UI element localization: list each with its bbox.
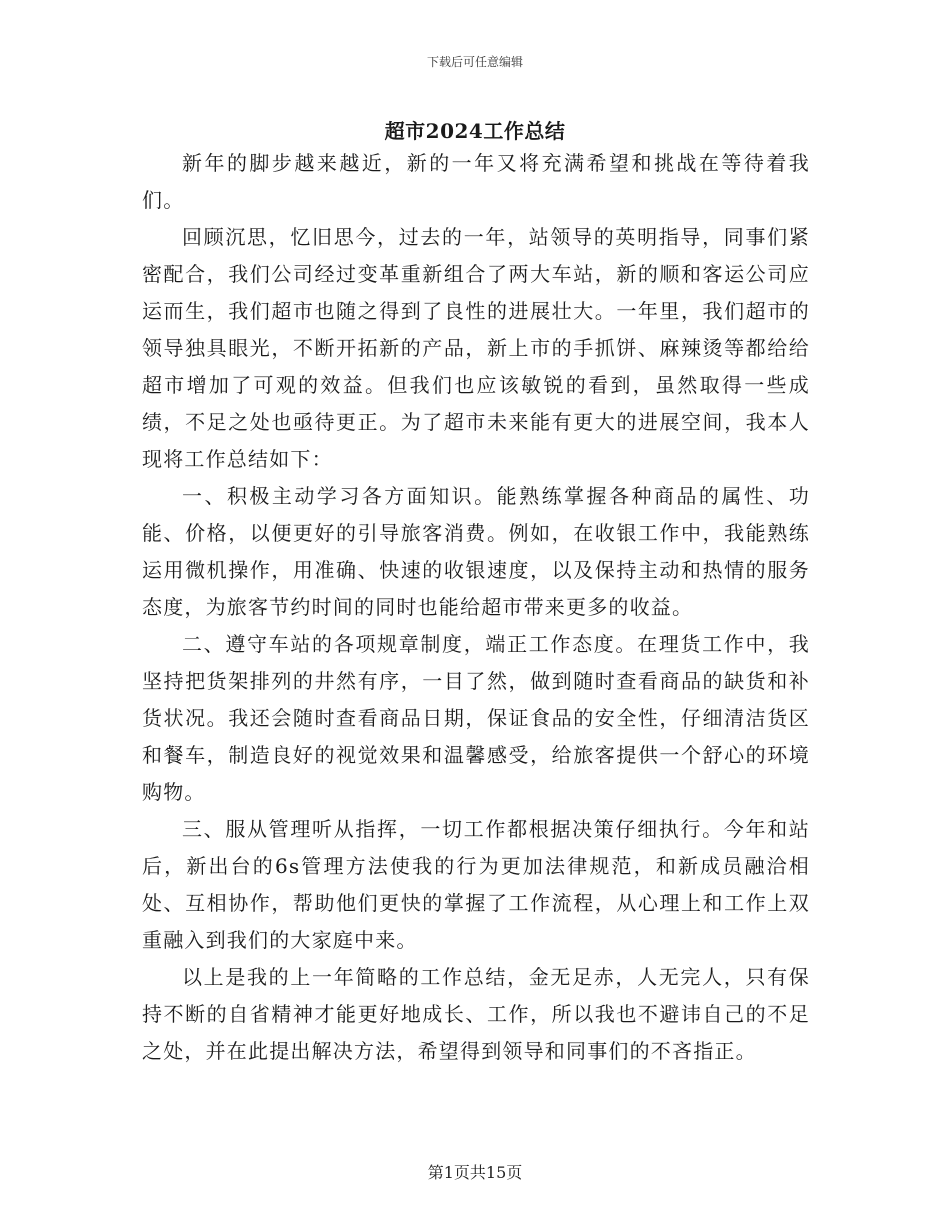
page-number: 第1页共15页	[427, 1163, 523, 1182]
paragraph-point-1: 一、积极主动学习各方面知识。能熟练掌握各种商品的属性、功能、价格，以便更好的引导旅客消费。例如，在收银工作中，我能熟练运用微机操作，用准确、快速的收银速度，以及保持主动和热情的服务态度，为旅客节约时间的同时也能给超市带来更多的收益。	[142, 484, 810, 619]
paragraph-review: 回顾沉思，忆旧思今，过去的一年，站领导的英明指导，同事们紧密配合，我们公司经过变革重新组合了两大车站，新的顺和客运公司应运而生，我们超市也随之得到了良性的进展壮大。一年里，我们超市的领导独具眼光，不断开拓新的产品，新上市的手抓饼、麻辣烫等都给给超市增加了可观的效益。但我们也应该敏锐的看到，虽然取得一些成绩，不足之处也亟待更正。为了超市未来能有更大的进展空间，我本人现将工作总结如下：	[142, 225, 810, 471]
document-body	[142, 145, 810, 1070]
paragraph-point-3: 三、服从管理听从指挥，一切工作都根据决策仔细执行。今年和站后，新出台的6s管理方法使我的行为更加法律规范，和新成员融洽相处、互相协作，帮助他们更快的掌握了工作流程，从心理上和工作上双重融入到我们的大家庭中来。	[142, 817, 810, 952]
paragraph-intro: 新年的脚步越来越近，新的一年又将充满希望和挑战在等待着我们。	[142, 151, 810, 212]
document-title: 超市2024工作总结	[384, 119, 566, 143]
page-header: 下载后可任意编辑	[426, 55, 523, 69]
paragraph-conclusion: 以上是我的上一年简略的工作总结，金无足赤，人无完人，只有保持不断的自省精神才能更好地成长、工作，所以我也不避讳自己的不足之处，并在此提出解决方法，希望得到领导和同事们的不吝指正。	[142, 965, 810, 1063]
paragraph-point-2: 二、遵守车站的各项规章制度，端正工作态度。在理货工作中，我坚持把货架排列的井然有序，一目了然，做到随时查看商品的缺货和补货状况。我还会随时查看商品日期，保证食品的安全性，仔细清洁货区和餐车，制造良好的视觉效果和温馨感受，给旅客提供一个舒心的环境购物。	[142, 632, 810, 804]
